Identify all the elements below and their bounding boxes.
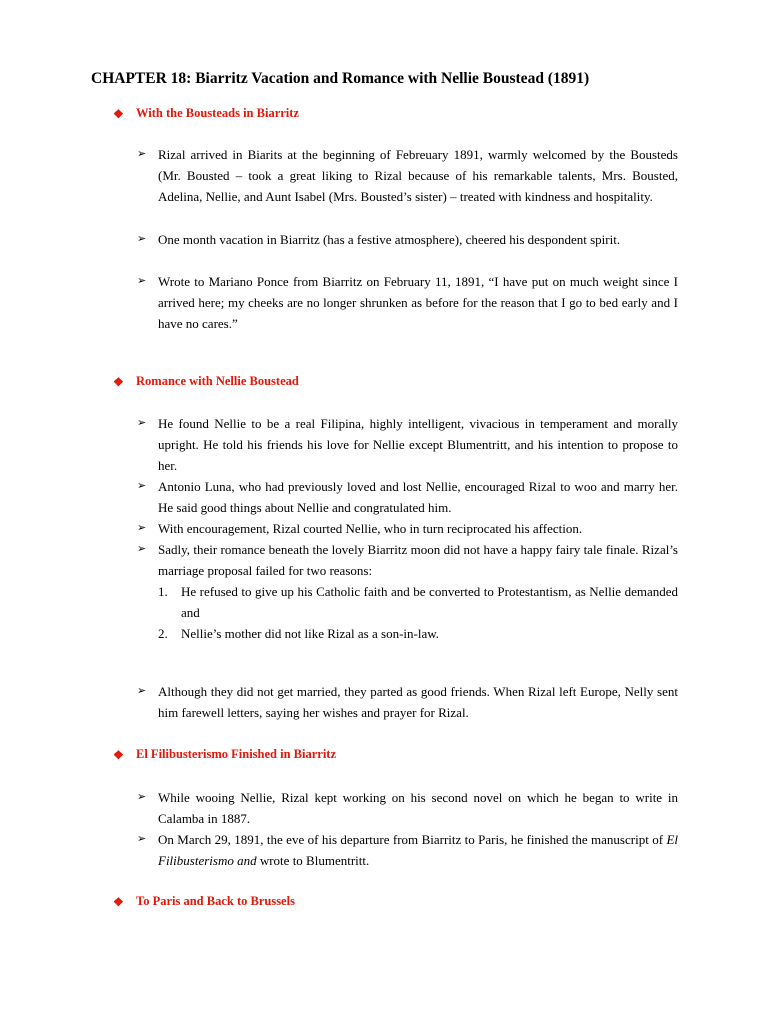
book-title-italic: El Filibusterismo and	[158, 832, 678, 868]
section-heading-filibusterismo	[113, 747, 336, 762]
item-number: 1.	[158, 584, 168, 599]
bullet-text: While wooing Nellie, Rizal kept working on his second novel on which he began to write in Calamba in 1887.	[158, 790, 678, 826]
numbered-item	[158, 581, 678, 623]
section-heading-romance	[113, 374, 299, 389]
arrowhead-icon: ➢	[137, 275, 147, 287]
bullet-text: Wrote to Mariano Ponce from Biarritz on February 11, 1891, “I have put on much weight since I arrived here; my cheeks are no longer shrunken as before for the reason that I go to bed early and I have no cares.”	[158, 274, 678, 331]
arrowhead-icon: ➢	[137, 417, 147, 429]
arrowhead-icon: ➢	[137, 233, 147, 245]
list-item	[137, 829, 678, 871]
arrowhead-icon: ➢	[137, 522, 147, 534]
arrowhead-icon: ➢	[137, 791, 147, 803]
diamond-icon: ❖	[113, 894, 124, 909]
bullet-text: Although they did not get married, they parted as good friends. When Rizal left Europe, Nelly sent him farewell letters, saying her wishes and prayer for Rizal.	[158, 684, 678, 720]
bullet-text	[158, 829, 678, 871]
numbered-item	[158, 623, 678, 644]
arrowhead-icon: ➢	[137, 148, 147, 160]
section-heading-label: With the Bousteads in Biarritz	[136, 106, 299, 120]
section-heading-paris-brussels	[113, 894, 295, 909]
diamond-icon: ❖	[113, 747, 124, 762]
diamond-icon: ❖	[113, 374, 124, 389]
arrowhead-icon: ➢	[137, 480, 147, 492]
list-item	[137, 144, 678, 207]
list-item	[137, 539, 678, 581]
list-item	[137, 476, 678, 518]
item-number: 2.	[158, 626, 168, 641]
arrowhead-icon: ➢	[137, 833, 147, 845]
bullet-text: Antonio Luna, who had previously loved and lost Nellie, encouraged Rizal to woo and marry her. He said good things about Nellie and congratulated him.	[158, 479, 678, 515]
section-heading-bousteads	[113, 106, 299, 121]
section-heading-label: El Filibusterismo Finished in Biarritz	[136, 747, 337, 761]
list-item	[137, 229, 678, 250]
bullet-text: Sadly, their romance beneath the lovely Biarritz moon did not have a happy fairy tale finale. Rizal’s marriage proposal failed for two reasons:	[158, 542, 678, 578]
section-heading-label: Romance with Nellie Boustead	[136, 374, 299, 388]
diamond-icon: ❖	[113, 106, 124, 121]
bullet-text: One month vacation in Biarritz (has a festive atmosphere), cheered his despondent spirit.	[158, 232, 621, 247]
bullet-text-part: wrote to Blumentritt.	[256, 853, 370, 868]
section-heading-label: To Paris and Back to Brussels	[136, 894, 295, 908]
list-item	[137, 518, 678, 539]
numbered-text: Nellie’s mother did not like Rizal as a son-in-law.	[181, 626, 440, 641]
list-item	[137, 271, 678, 334]
chapter-title: CHAPTER 18: Biarritz Vacation and Romance with Nellie Boustead (1891)	[91, 70, 590, 87]
numbered-text: He refused to give up his Catholic faith and be converted to Protestantism, as Nellie demanded and	[181, 584, 678, 620]
list-item	[137, 787, 678, 829]
bullet-text-part: On March 29, 1891, the eve of his departure from Biarritz to Paris, he finished the manuscript of	[158, 832, 667, 847]
list-item	[137, 681, 678, 723]
bullet-text: Rizal arrived in Biarits at the beginning of Febreuary 1891, warmly welcomed by the Bousteds (Mr. Bousted – took a great liking to Rizal because of his remarkable talents, Mrs. Bousted, Adelina, Nellie, and Aunt Isabel (Mrs. Bousted’s sister) – treated with kindness and hospitality.	[158, 147, 678, 204]
arrowhead-icon: ➢	[137, 685, 147, 697]
bullet-text: With encouragement, Rizal courted Nellie, who in turn reciprocated his affection.	[158, 521, 583, 536]
arrowhead-icon: ➢	[137, 543, 147, 555]
bullet-text: He found Nellie to be a real Filipina, highly intelligent, vivacious in temperament and morally upright. He told his friends his love for Nellie except Blumentritt, and his intention to propose to her.	[158, 416, 678, 473]
list-item	[137, 413, 678, 476]
